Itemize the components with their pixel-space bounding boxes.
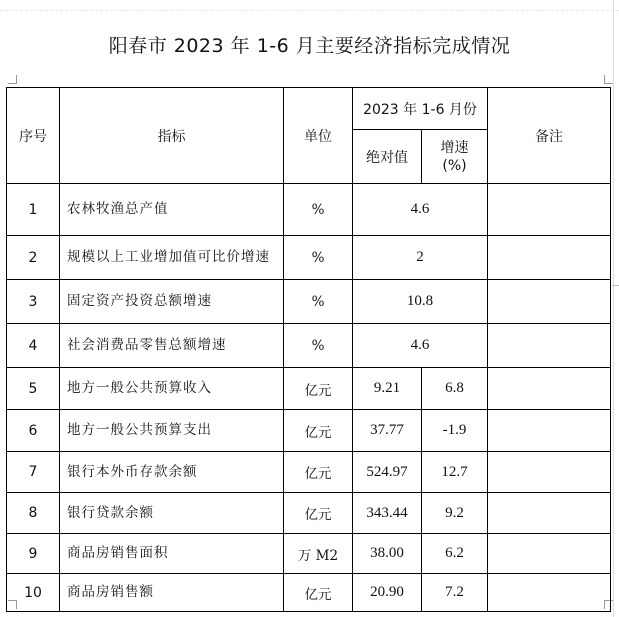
- header-seq: 序号: [7, 88, 60, 184]
- row-indicator: 规模以上工业增加值可比价增速: [60, 236, 284, 280]
- row-seq: 4: [7, 324, 60, 368]
- table-row: [7, 452, 611, 493]
- row-value: 4.6: [353, 324, 488, 368]
- row-seq: 3: [7, 280, 60, 324]
- header-growth: [422, 130, 488, 184]
- row-seq: 8: [7, 493, 60, 534]
- row-unit: 亿元: [284, 452, 353, 493]
- row-absolute: 9.21: [353, 368, 422, 410]
- row-unit: %: [284, 236, 353, 280]
- indicator-table: [6, 87, 611, 612]
- row-growth: -1.9: [422, 410, 488, 452]
- side-ruler-tick: [612, 285, 619, 286]
- row-unit: %: [284, 184, 353, 236]
- header-remarks: 备注: [488, 88, 611, 184]
- row-seq: 5: [7, 368, 60, 410]
- row-indicator: 商品房销售额: [60, 574, 284, 612]
- row-absolute: 20.90: [353, 574, 422, 612]
- row-seq: 10: [7, 574, 60, 612]
- row-remarks: [488, 324, 611, 368]
- table-row: [7, 574, 611, 612]
- crop-mark-top-right: [604, 75, 613, 84]
- page-top-edge: [0, 0, 619, 11]
- row-value: 2: [353, 236, 488, 280]
- table-row: [7, 493, 611, 534]
- row-remarks: [488, 280, 611, 324]
- row-indicator: 银行贷款余额: [60, 493, 284, 534]
- row-growth: 6.8: [422, 368, 488, 410]
- header-row-1: [7, 88, 611, 130]
- row-indicator: 农林牧渔总产值: [60, 184, 284, 236]
- row-seq: 1: [7, 184, 60, 236]
- row-absolute: 37.77: [353, 410, 422, 452]
- header-growth-label: 增速: [440, 139, 469, 156]
- header-absolute: 绝对值: [353, 130, 422, 184]
- row-remarks: [488, 368, 611, 410]
- page-right-edge: [613, 0, 615, 617]
- row-unit: 亿元: [284, 368, 353, 410]
- row-remarks: [488, 534, 611, 574]
- row-growth: 7.2: [422, 574, 488, 612]
- row-remarks: [488, 410, 611, 452]
- header-growth-unit: (%): [442, 157, 467, 174]
- table-row: [7, 324, 611, 368]
- row-remarks: [488, 236, 611, 280]
- row-unit: 亿元: [284, 574, 353, 612]
- row-indicator: 社会消费品零售总额增速: [60, 324, 284, 368]
- row-indicator: 地方一般公共预算收入: [60, 368, 284, 410]
- row-growth: 6.2: [422, 534, 488, 574]
- table-row: [7, 280, 611, 324]
- row-indicator: 商品房销售面积: [60, 534, 284, 574]
- row-indicator: 银行本外币存款余额: [60, 452, 284, 493]
- row-indicator: 地方一般公共预算支出: [60, 410, 284, 452]
- row-remarks: [488, 452, 611, 493]
- table-row: [7, 534, 611, 574]
- table-row: [7, 368, 611, 410]
- row-seq: 9: [7, 534, 60, 574]
- document-title: 阳春市 2023 年 1-6 月主要经济指标完成情况: [108, 35, 511, 57]
- row-growth: 9.2: [422, 493, 488, 534]
- row-absolute: 343.44: [353, 493, 422, 534]
- row-absolute: 524.97: [353, 452, 422, 493]
- row-unit: %: [284, 324, 353, 368]
- row-value: 10.8: [353, 280, 488, 324]
- table-row: [7, 410, 611, 452]
- row-value: 4.6: [353, 184, 488, 236]
- row-remarks: [488, 184, 611, 236]
- row-remarks: [488, 493, 611, 534]
- row-unit: 亿元: [284, 493, 353, 534]
- row-seq: 7: [7, 452, 60, 493]
- row-indicator: 固定资产投资总额增速: [60, 280, 284, 324]
- row-unit: 亿元: [284, 410, 353, 452]
- row-unit: %: [284, 280, 353, 324]
- row-remarks: [488, 574, 611, 612]
- header-indicator: 指标: [60, 88, 284, 184]
- row-seq: 2: [7, 236, 60, 280]
- table-row: [7, 236, 611, 280]
- row-seq: 6: [7, 410, 60, 452]
- row-unit: 万 M2: [284, 534, 353, 574]
- header-period: 2023 年 1-6 月份: [353, 88, 488, 130]
- header-unit: 单位: [284, 88, 353, 184]
- row-growth: 12.7: [422, 452, 488, 493]
- crop-mark-top-left: [8, 75, 17, 84]
- row-absolute: 38.00: [353, 534, 422, 574]
- table-row: [7, 184, 611, 236]
